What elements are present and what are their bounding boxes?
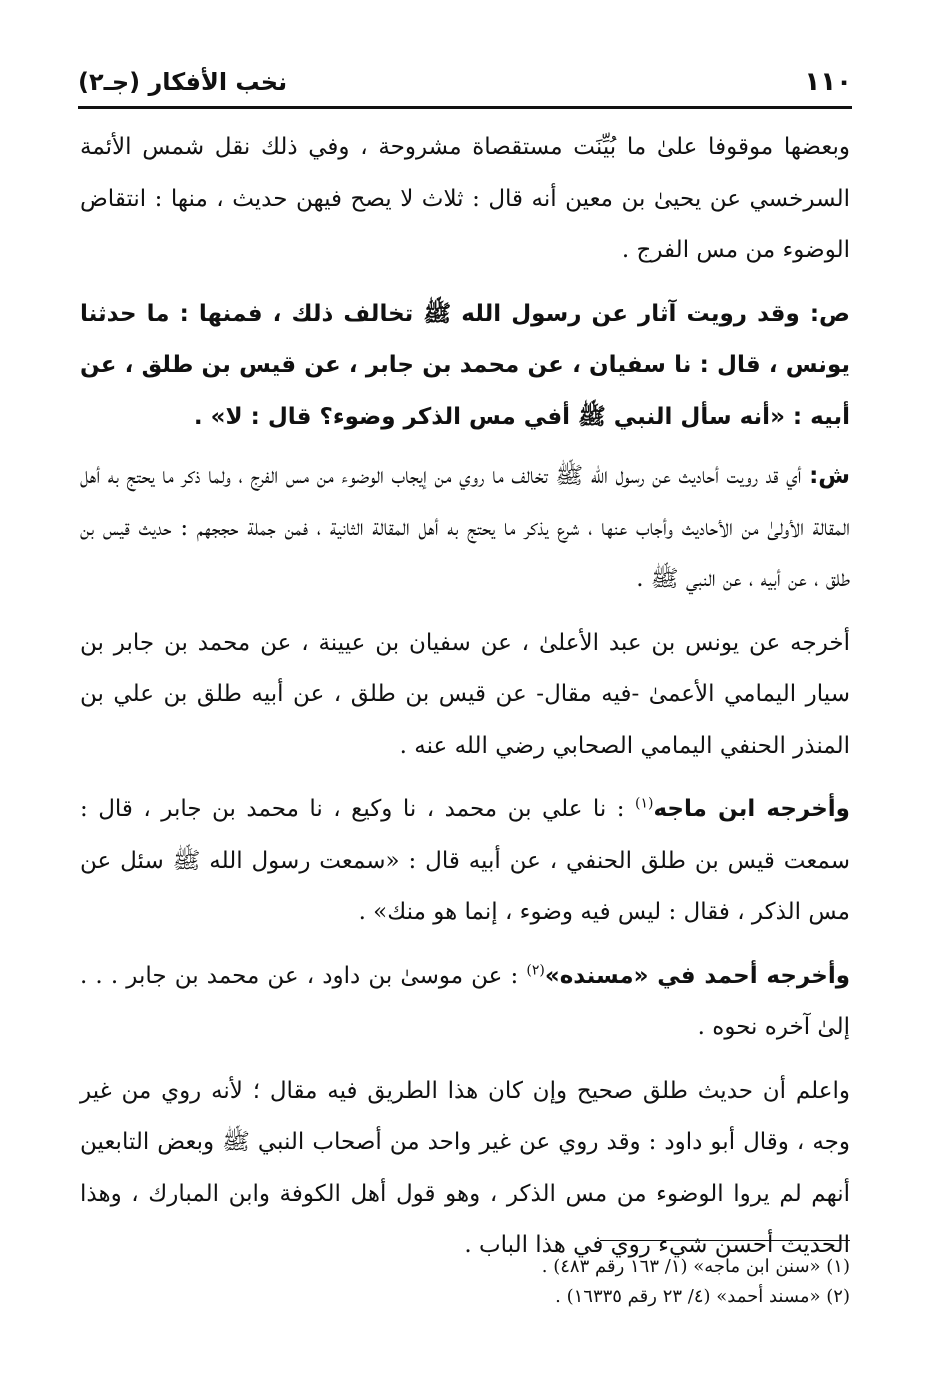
ahmad-lead: وأخرجه أحمد في «مسنده»	[544, 962, 850, 989]
paragraph-5-text: : نا علي بن محمد ، نا وكيع ، نا محمد بن جابر ، قال : سمعت قيس بن طلق الحنفي ، عن أبيه قال : «سمعت رسول الله ﷺ سئل عن مس الذكر ، فقال : ليس فيه وضوء ، إنما هو منك» .	[80, 796, 850, 925]
footnote-ref-2[interactable]: (٢)	[526, 961, 545, 978]
running-title: نخب الأفكار (جـ٢)	[78, 68, 288, 96]
paragraph-sharh	[80, 451, 850, 606]
page-number: ١١٠	[804, 67, 852, 97]
footnotes	[80, 1252, 850, 1312]
paragraph-6-text: : عن موسىٰ بن داود ، عن محمد بن جابر . . . إلىٰ آخره نحوه .	[80, 962, 850, 1040]
paragraph-matn	[80, 289, 850, 444]
footnote-2: (٢) «مسند أحمد» (٤/ ٢٣ رقم ١٦٣٣٥) .	[555, 1286, 850, 1307]
main-text	[80, 122, 850, 1284]
paragraph-6	[80, 951, 850, 1054]
ibn-majah-lead: وأخرجه ابن ماجه	[653, 796, 850, 822]
paragraph-4-text: أخرجه عن يونس بن عبد الأعلىٰ ، عن سفيان بن عيينة ، عن محمد بن جابر بن سيار اليمامي الأعمىٰ -فيه مقال- عن قيس بن طلق ، عن أبيه طلق بن علي بن المنذر الحنفي اليمامي الصحابي رضي الله عنه .	[80, 629, 850, 759]
footnote-1: (١) «سنن ابن ماجه» (١/ ١٦٣ رقم ٤٨٣) .	[541, 1256, 850, 1277]
paragraph-4	[80, 618, 850, 773]
matn-marker: ص:	[809, 300, 850, 327]
sharh-text: أي قد رويت أحاديث عن رسول الله ﷺ تخالف ما روي من إيجاب الوضوء من مس الفرج ، ولما ذكر ما يحتج به أهل المقالة الأولىٰ من الأحاديث وأجاب عنها ، شرع يذكر ما يحتج به أهل المقالة الثانية ، فمن جملة حججهم : حديث قيس بن طلق ، عن أبيه ، عن النبي ﷺ .	[80, 463, 850, 592]
paragraph-1	[80, 122, 850, 277]
footnote-ref-1[interactable]: (١)	[635, 795, 654, 812]
footnote-rule	[600, 1240, 850, 1241]
sharh-marker: ش:	[809, 463, 850, 489]
running-header	[78, 60, 852, 104]
paragraph-1-text: وبعضها موقوفا علىٰ ما بُيِّنَت مستقصاة مشروحة ، وفي ذلك نقل شمس الأئمة السرخسي عن يحيىٰ بن معين أنه قال : ثلاث لا يصح فيهن حديث ، منها : انتقاض الوضوء من مس الفرج .	[80, 134, 850, 263]
header-rule	[78, 106, 852, 109]
matn-text: وقد رويت آثار عن رسول الله ﷺ تخالف ذلك ، فمنها : ما حدثنا يونس ، قال : نا سفيان ، عن محمد بن جابر ، عن قيس بن طلق ، عن أبيه : «أنه سأل النبي ﷺ أفي مس الذكر وضوء؟ قال : لا» .	[80, 300, 850, 430]
paragraph-7-text: واعلم أن حديث طلق صحيح وإن كان هذا الطريق فيه مقال ؛ لأنه روي من غير وجه ، وقال أبو داود : وقد روي عن غير واحد من أصحاب النبي ﷺ وبعض التابعين أنهم لم يروا الوضوء من مس الذكر ، وهو قول أهل الكوفة وابن المبارك ، وهذا الحديث أحسن شيء روي في هذا الباب .	[80, 1077, 850, 1258]
paragraph-5	[80, 784, 850, 939]
